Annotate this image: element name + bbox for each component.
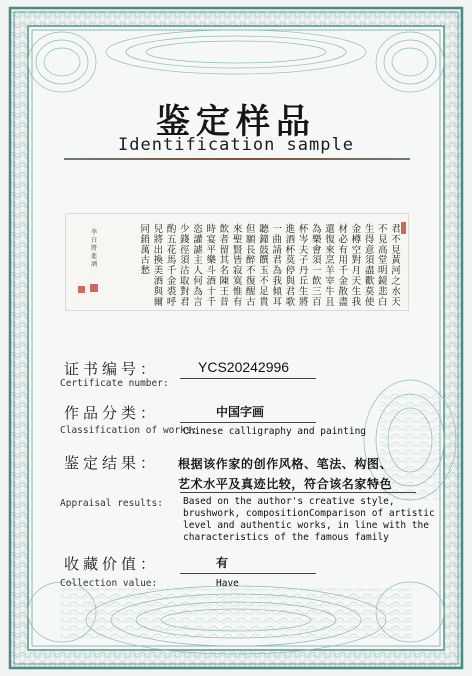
calligraphy-column: 杯岑夫子丹丘生將	[298, 224, 309, 308]
title-divider	[64, 158, 410, 160]
appraisal-value-en-line-2: brushwork, compositionComparison of artistic	[183, 508, 435, 519]
calligraphy-column: 飲者留其名陳王昔	[219, 224, 230, 308]
calligraphy-column: 酌五花馬千金裘呼	[166, 224, 177, 308]
calligraphy-column: 恣讙謔主人何為言	[193, 224, 203, 308]
certificate-number-label-en: Certificate number:	[60, 378, 169, 389]
calligraphy-column: 兒將出換美酒與爾	[153, 224, 164, 308]
calligraphy-column: 來聖賢皆寂寞惟有	[232, 224, 243, 308]
collection-value-label: 收藏价值：	[64, 555, 160, 573]
calligraphy-column: 材必有用千金散盡	[338, 224, 348, 308]
calligraphy-column: 還復來烹羊宰牛且	[325, 224, 335, 308]
artwork-image	[66, 214, 408, 310]
classification-underline	[180, 422, 316, 423]
collection-value-en: Have	[216, 578, 239, 589]
calligraphy-column: 不見高堂明鏡悲白	[378, 224, 388, 308]
appraisal-label: 鉴定结果：	[64, 454, 160, 472]
appraisal-value-cn-line-2: 艺术水平及真迹比较，符合该名家特色	[178, 477, 393, 491]
seal-stamp	[78, 286, 85, 293]
classification-label-en: Classification of works:	[60, 425, 198, 436]
calligraphy-column: 同銷萬古愁	[140, 224, 150, 277]
calligraphy-column: 金樽空對月天生我	[351, 224, 362, 308]
appraisal-value-en-line-3: level and authentic works, in line with the	[183, 520, 429, 531]
calligraphy-column: 生得意須盡歡莫使	[364, 224, 375, 308]
collection-value-underline	[180, 573, 316, 574]
seal-stamp	[401, 222, 406, 234]
certificate-number-underline	[180, 378, 316, 379]
certificate-title: 鉴定样品	[156, 102, 316, 142]
classification-label: 作品分类：	[64, 404, 160, 422]
appraisal-value-en-line-4: characteristics of the famous family	[183, 532, 389, 543]
classification-value-en: Chinese calligraphy and painting	[183, 426, 367, 437]
collection-value-label-en: Collection value:	[60, 578, 158, 589]
calligraphy-column: 時宴平樂斗酒十千	[206, 224, 216, 308]
appraisal-label-en: Appraisal results:	[60, 498, 163, 509]
calligraphy-column: 為樂會須一飲三百	[312, 224, 322, 308]
calligraphy-column: 一曲請君為我傾耳	[272, 224, 282, 308]
classification-value-cn: 中国字画	[216, 405, 265, 419]
certificate-number-value: YCS20242996	[198, 359, 290, 375]
calligraphy-column: 君不見黃河之水天	[391, 224, 401, 308]
calligraphy-scroll	[66, 214, 408, 310]
artwork-inscription: 李白將進酒	[90, 229, 98, 268]
calligraphy-column: 進酒杯莫停與君歌	[285, 224, 296, 308]
calligraphy-column: 聽鐘鼓饌玉不足貴	[259, 224, 269, 308]
appraisal-underline	[180, 492, 416, 493]
calligraphy-column: 少錢徑須沽取對君	[180, 224, 190, 308]
appraisal-value-en-line-1: Based on the author's creative style,	[183, 496, 395, 507]
certificate-subtitle: Identification sample	[118, 135, 354, 155]
calligraphy-column: 但願長醉不復醒古	[246, 224, 256, 308]
seal-stamp	[90, 284, 98, 292]
appraisal-value-cn-line-1: 根据该作家的创作风格、笔法、构图、	[178, 457, 393, 471]
collection-value-cn: 有	[216, 556, 229, 570]
certificate-number-label: 证书编号：	[64, 360, 160, 378]
